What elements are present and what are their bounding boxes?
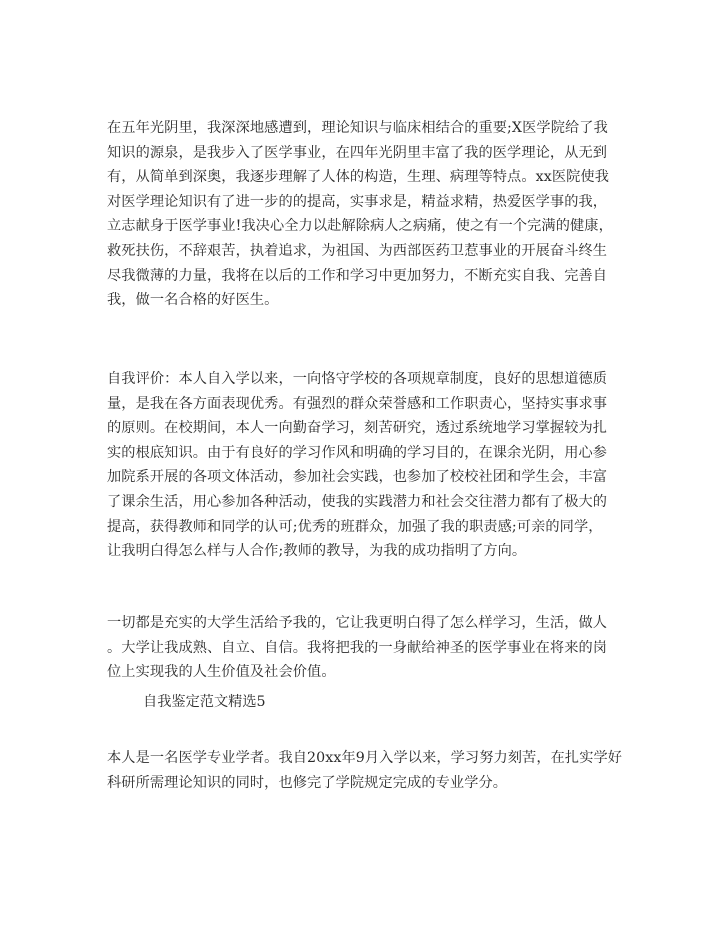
text-line: 立志献身于医学事业!我决心全力以赴解除病人之病痛，使之有一个完满的健康，	[107, 218, 613, 235]
paragraph-university-life	[107, 611, 627, 685]
paragraph-self-evaluation	[107, 367, 627, 564]
text-line: 提高，获得教师和同学的认可;优秀的班群众，加强了我的职责感;可亲的同学，	[107, 518, 603, 535]
text-line: 加院系开展的各项文体活动，参加社会实践，也参加了校校社团和学生会，丰富	[107, 469, 608, 486]
text-line: 救死扶伤，不辞艰苦，执着追求，为祖国、为西部医药卫惹事业的开展奋斗终生	[107, 242, 608, 259]
section-heading: 自我鉴定范文精选5	[143, 694, 266, 710]
text-line: 。大学让我成熟、自立、自信。我将把我的一身献给神圣的医学事业在将来的岗	[107, 639, 608, 656]
text-line: 实的根底知识。由于有良好的学习作风和明确的学习目的，在课余光阴，用心参	[107, 444, 608, 461]
text-line: 了课余生活，用心参加各种活动，使我的实践潜力和社会交往潜力都有了极大的	[107, 493, 608, 510]
text-line: 知识的源泉，是我步入了医学事业，在四年光阴里丰富了我的医学理论，从无到	[107, 144, 608, 161]
text-line: 一切都是充实的大学生活给予我的，它让我更明白得了怎么样学习，生活，做人	[107, 615, 608, 631]
text-line: 让我明白得怎么样与人合作;教师的教导，为我的成功指明了方向。	[107, 543, 527, 560]
paragraph-introduction	[107, 746, 627, 795]
text-line: 我，做一名合格的好医生。	[107, 292, 279, 309]
text-line: 尽我微薄的力量，我将在以后的工作和学习中更加努力，不断充实自我、完善自	[107, 267, 608, 284]
text-line: 科研所需理论知识的同时，也修完了学院规定完成的专业学分。	[107, 774, 508, 791]
text-line: 有，从简单到深奥，我逐步理解了人体的构造，生理、病理等特点。xx医院使我	[107, 169, 609, 186]
text-line: 本人是一名医学专业学者。我自20xx年9月入学以来，学习努力刻苦，在扎实学好	[107, 750, 623, 766]
text-line: 在五年光阴里，我深深地感遭到，理论知识与临床相结合的重要;X医学院给了我	[107, 120, 608, 136]
text-line: 自我评价：本人自入学以来，一向恪守学校的各项规章制度，良好的思想道德质	[107, 371, 608, 387]
text-line: 的原则。在校期间，本人一向勤奋学习，刻苦研究，透过系统地学习掌握较为扎	[107, 420, 608, 437]
paragraph-study-experience	[107, 116, 627, 313]
text-line: 量，是我在各方面表现优秀。有强烈的群众荣誉感和工作职责心，坚持实事求事	[107, 395, 608, 412]
text-line: 位上实现我的人生价值及社会价值。	[107, 664, 336, 681]
text-line: 对医学理论知识有了进一步的的提高，实事求是，精益求精，热爱医学事的我，	[107, 193, 608, 210]
